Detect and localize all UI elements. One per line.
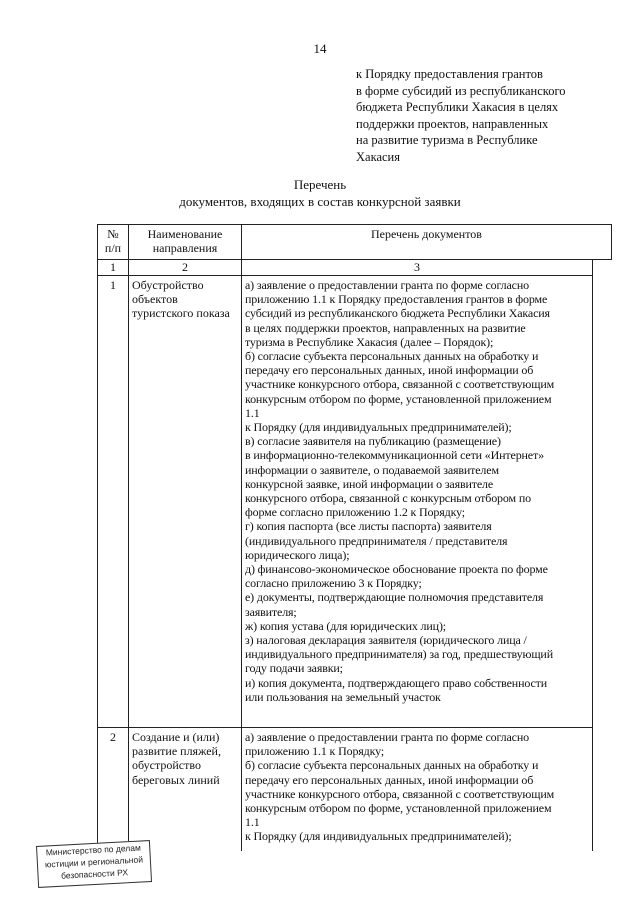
document-line: участнике конкурсного отбора, связанной с соответствующим bbox=[245, 377, 555, 392]
document-line: передачу его персональных данных, иной информации об bbox=[245, 363, 534, 378]
document-line: (индивидуального предпринимателя / представителя bbox=[245, 533, 508, 548]
document-line: конкурсной заявке, иной информации о заявителе bbox=[245, 476, 494, 491]
documents-table bbox=[97, 224, 612, 851]
documents-list bbox=[245, 730, 591, 844]
header-direction bbox=[129, 227, 241, 255]
document-line: в целях поддержки проектов, направленных на развитие bbox=[245, 320, 526, 335]
document-line: з) налоговая декларация заявителя (юридического лица / bbox=[245, 633, 527, 648]
document-line: году подачи заявки; bbox=[245, 661, 343, 676]
row-divider bbox=[98, 275, 593, 276]
header-documents: Перечень документов bbox=[371, 227, 482, 241]
appendix-line: бюджета Республики Хакасия в целях bbox=[356, 100, 559, 114]
row-number: 1 bbox=[110, 278, 116, 292]
document-line: или пользования на земельный участок bbox=[245, 689, 441, 704]
ministry-stamp bbox=[36, 840, 152, 888]
header-direction-line: Наименование bbox=[147, 227, 223, 241]
document-line: 1.1 bbox=[245, 405, 260, 420]
page-number: 14 bbox=[313, 41, 327, 56]
direction-name-line: обустройство bbox=[132, 758, 201, 773]
column-divider bbox=[128, 225, 129, 851]
document-line: б) согласие субъекта персональных данных на обработку и bbox=[245, 349, 539, 364]
document-line: ж) копия устава (для юридических лиц); bbox=[245, 618, 446, 633]
document-line: индивидуального предпринимателя) за год, предшествующий bbox=[245, 647, 553, 662]
stamp-line: юстиции и региональной bbox=[44, 854, 144, 870]
appendix-line: в форме субсидий из республиканского bbox=[356, 83, 566, 98]
document-line: конкурсного отбора, связанной с конкурсным отбором по bbox=[245, 491, 531, 506]
column-number: 1 bbox=[110, 260, 116, 274]
appendix-line: поддержки проектов, направленных bbox=[356, 116, 549, 131]
direction-name bbox=[132, 278, 240, 321]
column-divider bbox=[611, 225, 612, 259]
document-line: согласно приложению 3 к Порядку; bbox=[245, 576, 422, 591]
document-line: 1.1 bbox=[245, 815, 260, 830]
document-line: приложению 1.1 к Порядку; bbox=[245, 744, 385, 759]
document-line: г) копия паспорта (все листы паспорта) заявителя bbox=[245, 519, 492, 534]
header-direction-line: направления bbox=[152, 241, 218, 256]
row-divider bbox=[98, 727, 593, 728]
direction-name-line: Обустройство bbox=[132, 278, 204, 292]
documents-list bbox=[245, 278, 591, 704]
document-line: а) заявление о предоставлении гранта по форме согласно bbox=[245, 730, 529, 744]
document-title bbox=[0, 176, 640, 210]
document-line: участнике конкурсного отбора, связанной с соответствующим bbox=[245, 786, 555, 801]
document-line: заявителя; bbox=[245, 604, 297, 619]
stamp-line: безопасности РХ bbox=[60, 867, 129, 881]
document-line: субсидий из республиканского бюджета Республики Хакасия bbox=[245, 306, 550, 321]
appendix-line: Хакасия bbox=[356, 149, 400, 164]
document-line: конкурсным отбором по форме, установленной приложением bbox=[245, 801, 552, 816]
stamp-line: Министерство по делам bbox=[45, 842, 142, 858]
document-line: д) финансово-экономическое обоснование проекта по форме bbox=[245, 562, 548, 577]
header-number bbox=[98, 227, 128, 255]
direction-name bbox=[132, 730, 240, 787]
document-line: юридического лица); bbox=[245, 547, 350, 562]
document-line: приложению 1.1 к Порядку предоставления грантов в форме bbox=[245, 292, 548, 307]
appendix-reference bbox=[356, 66, 616, 165]
document-line: форме согласно приложению 1.2 к Порядку; bbox=[245, 505, 465, 520]
column-number: 2 bbox=[182, 260, 188, 274]
title-line-1: Перечень bbox=[293, 177, 347, 192]
direction-name-line: Создание и (или) bbox=[132, 730, 220, 744]
document-line: в) согласие заявителя на публикацию (размещение) bbox=[245, 434, 501, 449]
header-number-line: п/п bbox=[104, 241, 122, 256]
document-line: в информационно-телекоммуникационной сети «Интернет» bbox=[245, 448, 544, 463]
direction-name-line: развитие пляжей, bbox=[132, 744, 221, 759]
direction-name-line: береговых линий bbox=[132, 772, 220, 787]
document-line: к Порядку (для индивидуальных предпринимателей); bbox=[245, 829, 512, 844]
column-divider bbox=[241, 225, 242, 851]
column-divider bbox=[592, 259, 593, 851]
header-number-line: № bbox=[107, 227, 119, 241]
document-line: туризма в Республике Хакасия (далее – Порядок); bbox=[245, 334, 494, 349]
document-line: информации о заявителе, о подаваемой заявителем bbox=[245, 462, 499, 477]
document-line: и) копия документа, подтверждающего право собственности bbox=[245, 675, 548, 690]
direction-name-line: объектов bbox=[132, 292, 178, 307]
document-line: е) документы, подтверждающие полномочия представителя bbox=[245, 590, 544, 605]
appendix-line: к Порядку предоставления грантов bbox=[356, 67, 543, 81]
document-line: б) согласие субъекта персональных данных на обработку и bbox=[245, 758, 539, 773]
direction-name-line: туристского показа bbox=[132, 306, 230, 321]
row-number: 2 bbox=[110, 730, 116, 744]
column-number: 3 bbox=[414, 260, 420, 274]
document-line: а) заявление о предоставлении гранта по форме согласно bbox=[245, 278, 529, 292]
appendix-line: на развитие туризма в Республике bbox=[356, 133, 538, 147]
document-line: конкурсным отбором по форме, установленной приложением bbox=[245, 391, 552, 406]
document-line: передачу его персональных данных, иной информации об bbox=[245, 772, 534, 787]
document-line: к Порядку (для индивидуальных предпринимателей); bbox=[245, 420, 512, 435]
title-line-2: документов, входящих в состав конкурсной заявки bbox=[179, 194, 461, 209]
